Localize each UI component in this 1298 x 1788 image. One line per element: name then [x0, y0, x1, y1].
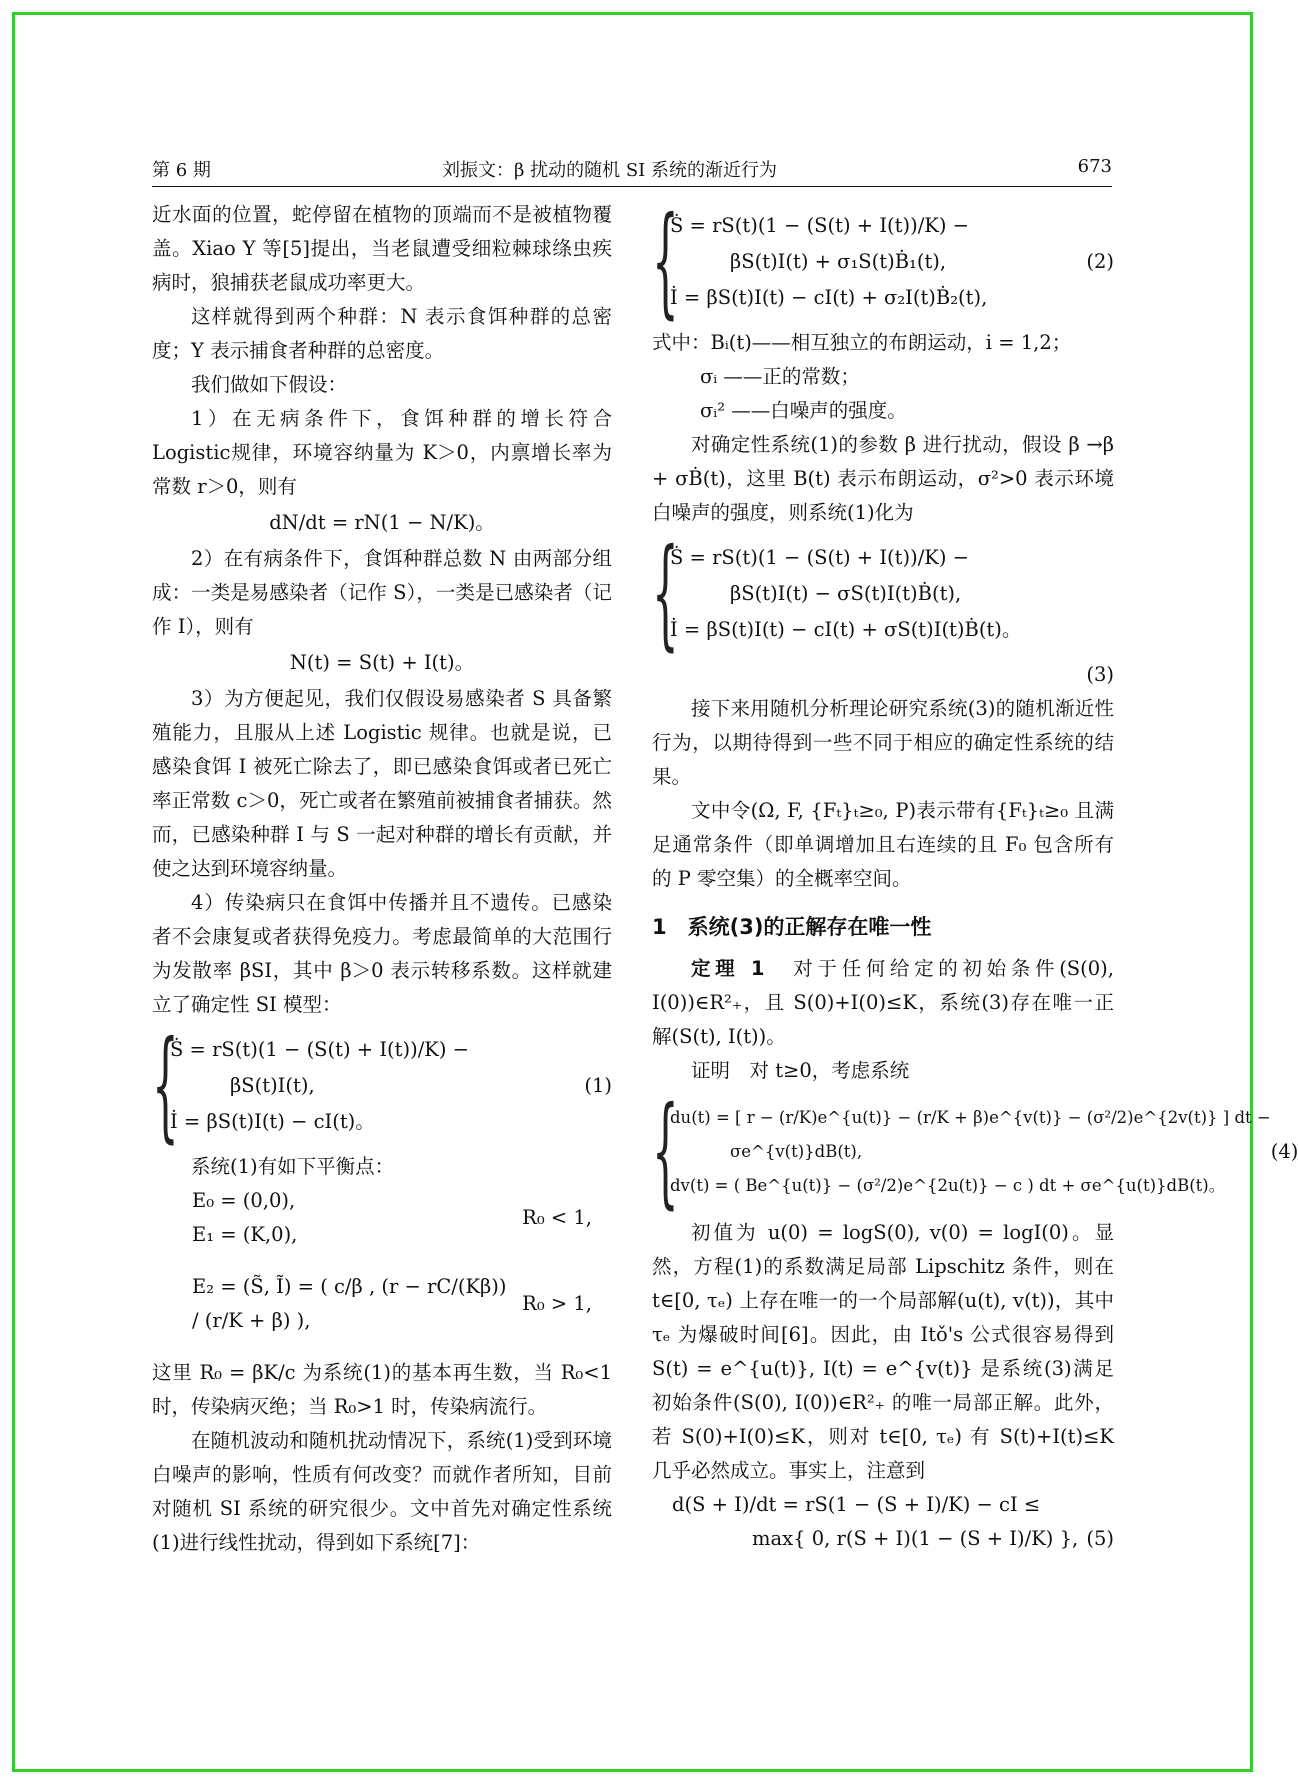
equation-number: (1) — [584, 1074, 612, 1097]
condition: R₀ > 1, — [522, 1292, 592, 1315]
paragraph: 我们做如下假设： — [191, 373, 348, 396]
equation-3 — [652, 524, 1114, 663]
equation-5 — [652, 1488, 1114, 1556]
equilibrium-e2: E₂ = (S̃, Ĩ) = ( c/β , (r − rC/(Kβ)) / (r/K + β) ), — [192, 1275, 507, 1332]
left-brace: { — [652, 192, 679, 331]
equation-line: Ṡ = rS(t)(1 − (S(t) + I(t))/K) − — [170, 1038, 469, 1061]
logistic-equation: dN/dt = rN(1 − N/K)。 — [269, 511, 495, 534]
equilibrium-e0: E₀ = (0,0), — [192, 1189, 296, 1212]
section-heading: 1 系统(3)的正解存在唯一性 — [652, 915, 932, 939]
equilibrium-e0-e1 — [152, 1184, 612, 1252]
running-title: 刘振文：β 扰动的随机 SI 系统的渐近行为 — [442, 160, 778, 181]
running-header — [152, 150, 1112, 184]
left-column — [152, 198, 612, 1560]
where-line: σᵢ² ——白噪声的强度。 — [700, 399, 907, 422]
paragraph: 对确定性系统(1)的参数 β 进行扰动，假设 β →β + σḂ(t)，这里 B(t) 表示布朗运动，σ²>0 表示环境白噪声的强度，则系统(1)化为 — [652, 433, 1114, 524]
equation-line: d(S + I)/dt = rS(1 − (S + I)/K) − cI ≤ — [672, 1493, 1041, 1516]
condition: R₀ < 1, — [522, 1206, 592, 1229]
theorem-text: 对于任何给定的初始条件(S(0), I(0))∈R²₊，且 S(0)+I(0)≤K，系统(3)存在唯一正解(S(t), I(t))。 — [652, 957, 1114, 1048]
assumption-3: 3）为方便起见，我们仅假设易感染者 S 具备繁殖能力，且服从上述 Logistic 规律。也就是说，已感染食饵 I 被死亡除去了，即已感染食饵或者已死亡率正常数 c＞0，死亡或者在繁殖前被捕食者捕获。然而，已感染种群 I 与 S 一起对种群的增长有贡献，并使之达到环境容纳量。 — [152, 687, 612, 880]
total-population-equation: N(t) = S(t) + I(t)。 — [289, 651, 475, 674]
assumption-4: 4）传染病只在食饵中传播并且不遗传。已感染者不会康复或者获得免疫力。考虑最简单的大范围行为发散率 βSI，其中 β＞0 表示转移系数。这样就建立了确定性 SI 模型： — [152, 891, 612, 1016]
equation-line: İ = βS(t)I(t) − cI(t)。 — [170, 1110, 375, 1133]
assumption-1: 1）在无病条件下，食饵种群的增长符合 Logistic规律，环境容纳量为 K＞0，内禀增长率为常数 r＞0，则有 — [152, 407, 612, 498]
paragraph: 近水面的位置，蛇停留在植物的顶端而不是被植物覆盖。Xiao Y 等[5]提出，当老鼠遭受细粒棘球绦虫疾病时，狼捕获老鼠成功率更大。 — [152, 203, 612, 294]
equation-4 — [652, 1082, 1298, 1221]
assumption-2: 2）在有病条件下，食饵种群总数 N 由两部分组成：一类是易感染者（记作 S），一类是已感染者（记作 I），则有 — [152, 547, 612, 638]
equation-number: (2) — [1086, 250, 1114, 273]
left-brace: { — [652, 524, 679, 663]
equation-line: dv(t) = ( Be^{u(t)} − (σ²/2)e^{2u(t)} − c ) dt + σe^{u(t)}dB(t)。 — [670, 1176, 1226, 1195]
right-column — [652, 192, 1298, 1556]
paragraph: 这样就得到两个种群：N 表示食饵种群的总密度；Y 表示捕食者种群的总密度。 — [152, 305, 612, 362]
left-brace: { — [652, 1082, 679, 1221]
paragraph: 在随机波动和随机扰动情况下，系统(1)受到环境白噪声的影响，性质有何改变？而就作者所知，目前对随机 SI 系统的研究很少。文中首先对确定性系统(1)进行线性扰动，得到如下系统[7]： — [152, 1429, 612, 1554]
proof-intro: 证明 对 t≥0，考虑系统 — [691, 1059, 910, 1082]
paragraph: 初值为 u(0) = logS(0), v(0) = logI(0)。显然，方程(1)的系数满足局部 Lipschitz 条件，则在 t∈[0, τₑ) 上存在唯一的一个局部解(u(t), v(t))，其中 τₑ 为爆破时间[6]。因此，由 Itǒ's 公式很容易得到 S(t) = e^{u(t)}, I(t) = e^{v(t)} 是系统(3)满足初始条件(S(0), I(0))∈R²₊ 的唯一局部正解。此外，若 S(0)+I(0)≤K，则对 t∈[0, τₑ) 有 S(t)+I(t)≤K 几乎必然成立。事实上，注意到 — [652, 1221, 1114, 1482]
where-line: σᵢ ——正的常数； — [700, 365, 860, 388]
left-brace: { — [152, 1016, 179, 1155]
equation-number: (5) — [1086, 1527, 1114, 1550]
equation-line: βS(t)I(t) − σS(t)I(t)Ḃ(t), — [730, 582, 962, 605]
theorem-1 — [652, 952, 1114, 1054]
paragraph: 这里 R₀ = βK/c 为系统(1)的基本再生数，当 R₀<1 时，传染病灭绝；当 R₀>1 时，传染病流行。 — [152, 1361, 612, 1418]
header-rule — [152, 186, 1112, 187]
equation-1 — [152, 1016, 612, 1155]
equation-line: βS(t)I(t) + σ₁S(t)Ḃ₁(t), — [730, 250, 947, 273]
equation-2 — [652, 192, 1114, 331]
equilibrium-e1: E₁ = (K,0), — [192, 1223, 298, 1246]
equation-line: İ = βS(t)I(t) − cI(t) + σS(t)I(t)Ḃ(t)。 — [670, 618, 1022, 641]
where-line: 式中：Bᵢ(t)——相互独立的布朗运动，i = 1,2； — [652, 331, 1072, 354]
paragraph: 文中令(Ω, F, {Fₜ}ₜ≥₀, P)表示带有{Fₜ}ₜ≥₀ 且满足通常条件（即单调增加且右连续的且 F₀ 包含所有的 P 零空集）的全概率空间。 — [652, 799, 1114, 890]
page-number: 673 — [1077, 156, 1112, 177]
theorem-label: 定理 1 — [691, 957, 765, 980]
equilibrium-e2-row — [152, 1270, 612, 1338]
equation-line: Ṡ = rS(t)(1 − (S(t) + I(t))/K) − — [670, 214, 969, 237]
equation-line: σe^{v(t)}dB(t), — [730, 1142, 863, 1161]
paragraph: 系统(1)有如下平衡点： — [191, 1155, 395, 1178]
paragraph: 接下来用随机分析理论研究系统(3)的随机渐近性行为，以期待得到一些不同于相应的确定性系统的结果。 — [652, 697, 1114, 788]
equation-line: βS(t)I(t), — [230, 1074, 315, 1097]
issue-number: 第 6 期 — [152, 160, 211, 181]
equation-line: İ = βS(t)I(t) − cI(t) + σ₂I(t)Ḃ₂(t), — [670, 286, 988, 309]
equation-number: (4) — [1270, 1140, 1298, 1163]
equation-line: max{ 0, r(S + I)(1 − (S + I)/K) }, — [752, 1527, 1079, 1550]
equation-line: Ṡ = rS(t)(1 − (S(t) + I(t))/K) − — [670, 546, 969, 569]
equation-line: du(t) = [ r − (r/K)e^{u(t)} − (r/K + β)e^{v(t)} − (σ²/2)e^{2v(t)} ] dt − — [670, 1108, 1271, 1127]
equation-number: (3) — [1086, 663, 1114, 686]
